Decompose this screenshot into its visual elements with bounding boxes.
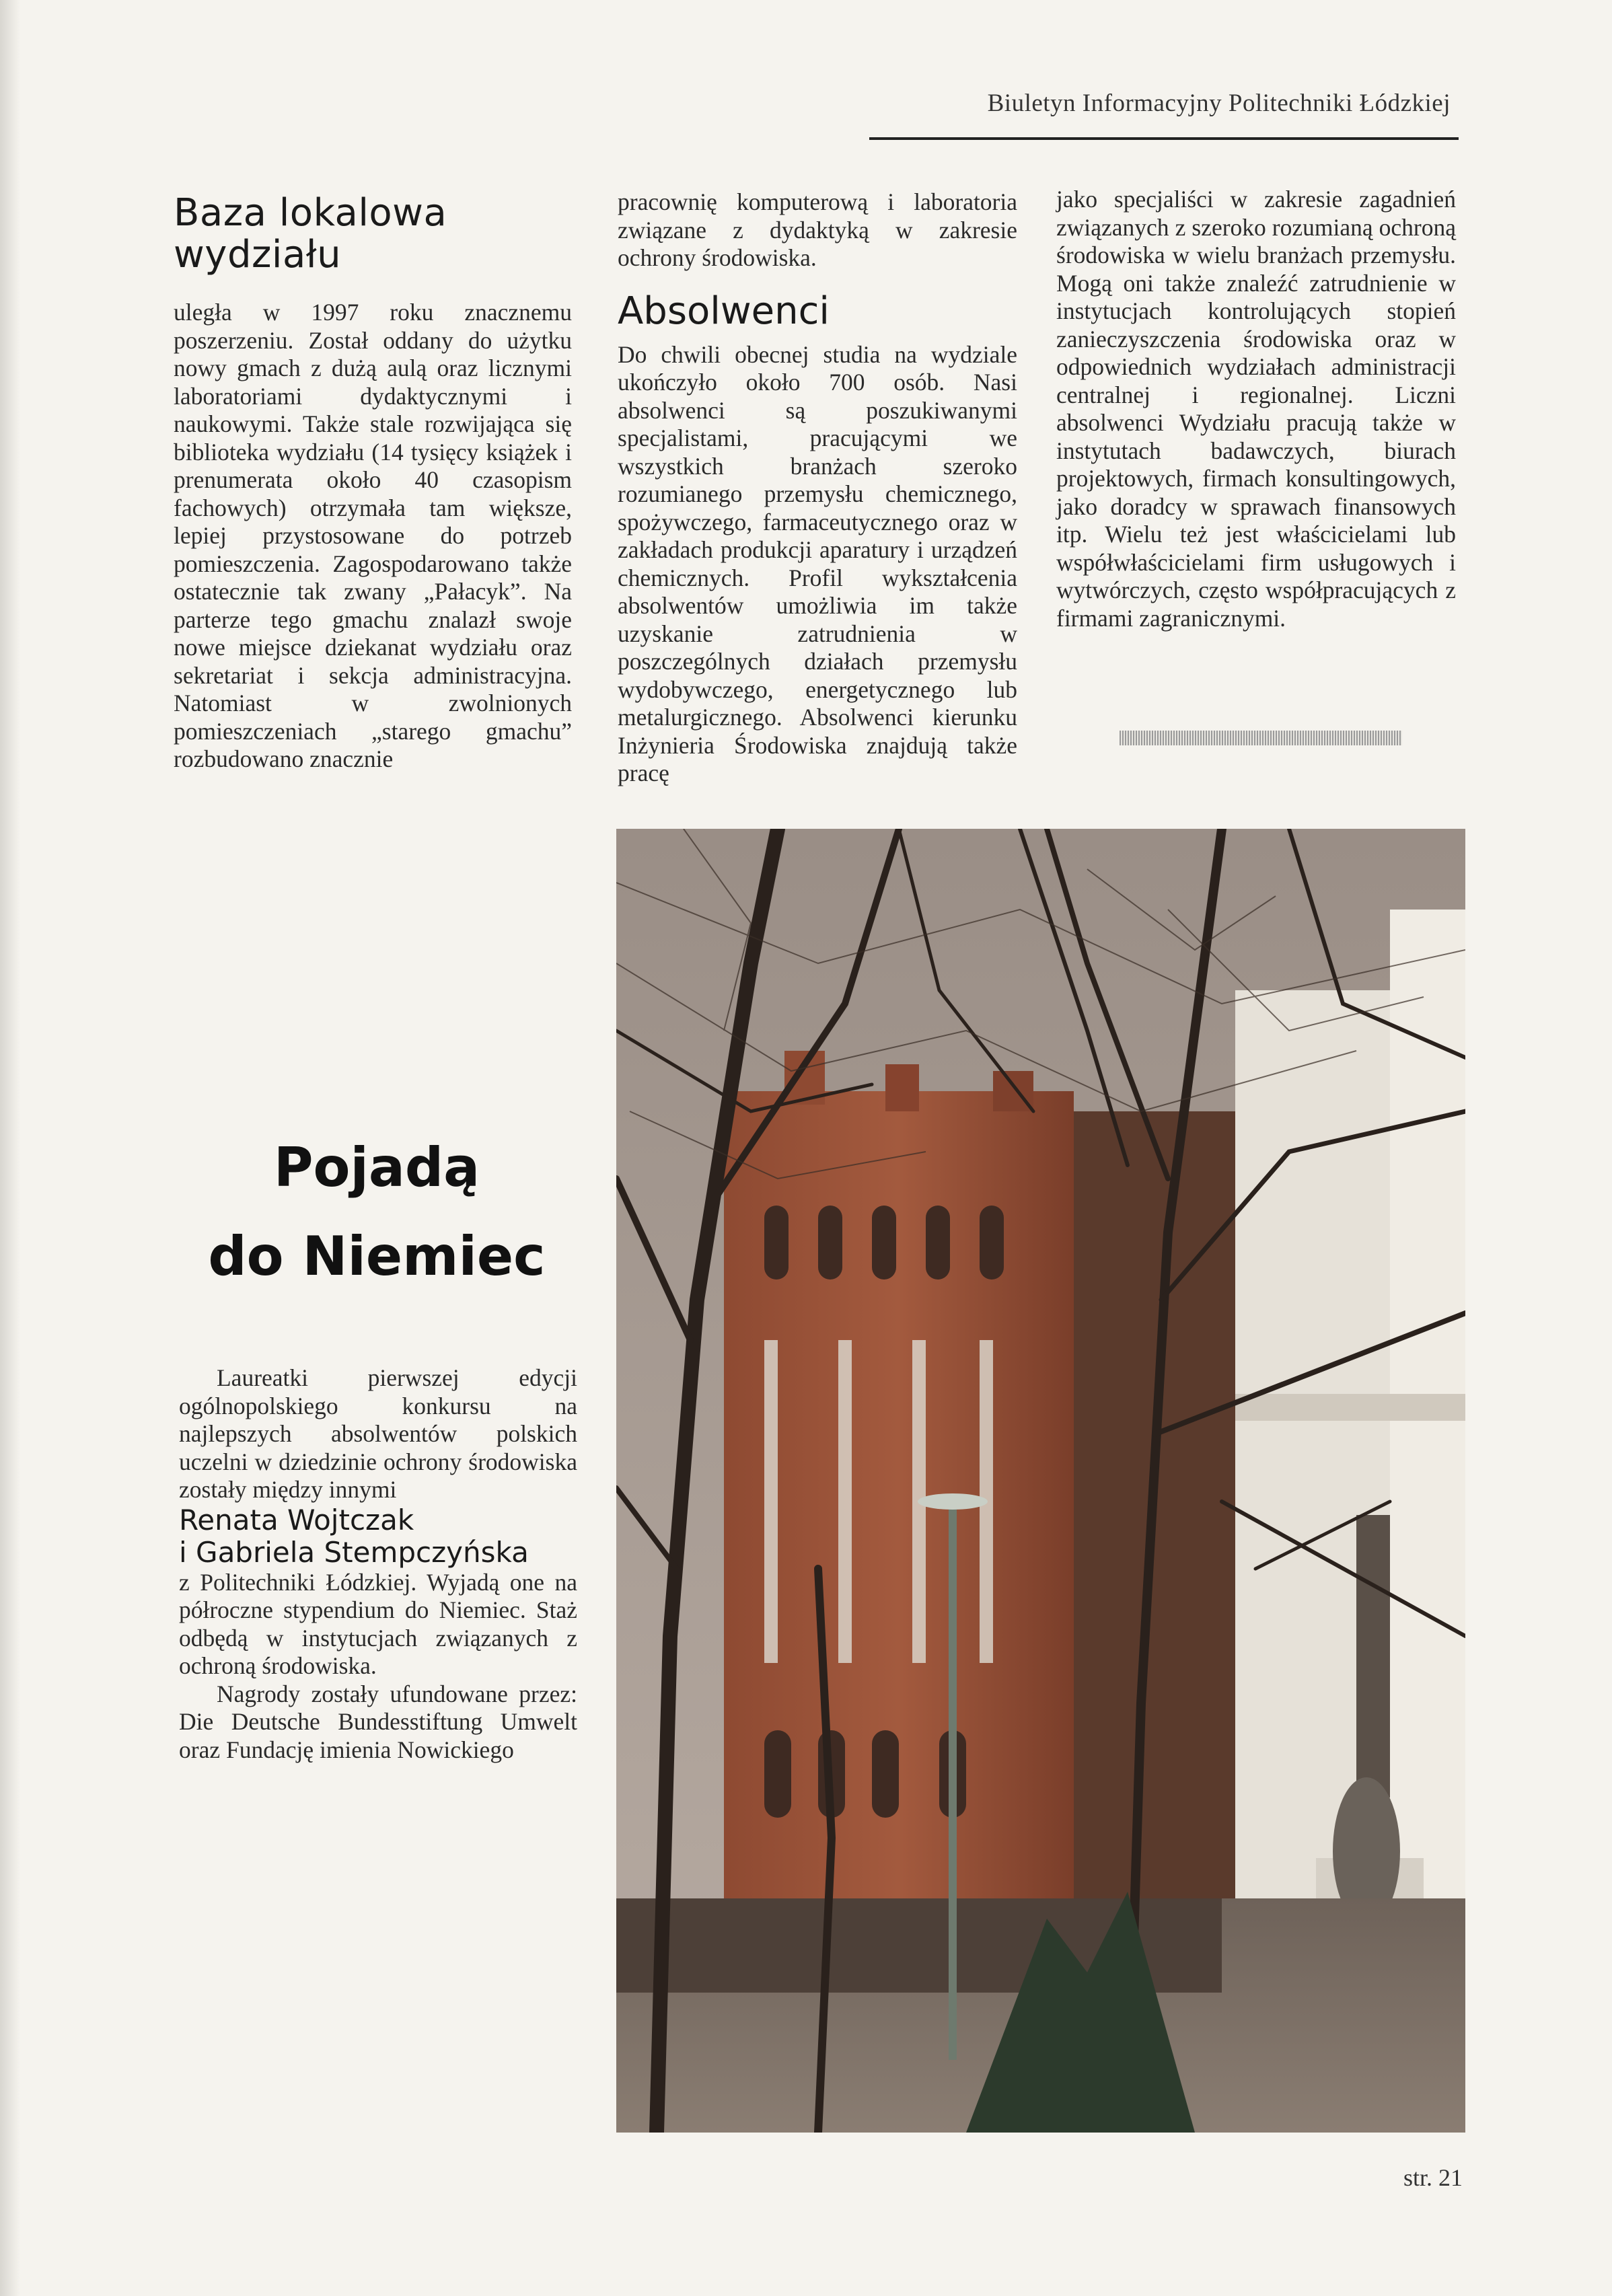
faculty-building-illustration <box>616 829 1465 2133</box>
absolwenci-paragraph: Do chwili obecnej studia na wydziale ukończyło około 700 osób. Nasi absolwenci są poszukiwanymi specjalistami, pracującymi we wszystkich branżach szeroko rozumianego przemysłu chemicznego, spożywczego, farmaceutycznego oraz w zakładach produkcji aparatury i urządzeń chemicznych. Profil wykształcenia absolwentów umożliwia im także uzyskanie zatrudnienia w poszczególnych działach przemysłu wydobywczego, energetycznego lub metalurgicznego. Absolwenci kierunku Inżynieria Środowiska znajdują także pracę <box>618 340 1017 786</box>
pojada-body-2: Nagrody zostały ufundowane przez: Die Deutsche Bundesstiftung Umwelt oraz Fundację imienia Nowickiego <box>179 1680 577 1763</box>
column-2 <box>618 188 1017 788</box>
heading-baza-line2: wydziału <box>174 233 342 276</box>
column-3 <box>1056 186 1456 632</box>
heading-baza-line1: Baza lokalowa <box>174 191 447 235</box>
bulletin-header-title: Biuletyn Informacyjny Politechniki Łódzkiej <box>987 89 1451 117</box>
article-title-pojada <box>202 1123 552 1301</box>
absolwenci-paragraph-continued: jako specjaliści w zakresie zagadnień związanych z szeroko rozumianą ochroną środowiska w wielu branżach przemysłu. Mogą oni także znaleźć zatrudnienie w instytucjach kontrolujących stopień zanieczyszczenia środowiska oraz w odpowiednich wydziałach administracji centralnej i regionalnej. Liczni absolwenci Wydziału pracują także w instytutach badawczych, biurach projektowych, firmach konsultingowych, jako doradcy w sprawach finansowych itp. Wielu też jest właścicielami lub współwłaścicielami firm usługowych i wytwórczych, często współpracujących z firmami zagranicznymi. <box>1056 186 1456 632</box>
heading-absolwenci: Absolwenci <box>618 289 830 333</box>
baza-paragraph: uległa w 1997 roku znacznemu poszerzeniu. Został oddany do użytku nowy gmach z dużą aulą oraz licznymi laboratoriami dydaktycznymi i naukowymi. Także stale rozwijająca się biblioteka wydziału (14 tysięcy książek i prenumerata około 40 czasopism fachowych) otrzymała tam większe, lepiej przystosowane do potrzeb pomieszczenia. Zagospodarowano także ostatecznie tak zwany „Pałacyk”. Na parterze tego gmachu znalazł swoje nowe miejsce dziekanat wydziału oraz sekretariat i sekcja administracyjna. Natomiast w zwolnionych pomieszczeniach „starego gmachu” rozbudowano znacznie <box>174 299 572 772</box>
header-rule <box>869 137 1459 140</box>
page-edge-shadow <box>0 0 20 2296</box>
pojada-body-1: z Politechniki Łódzkiej. Wyjadą one na półroczne stypendium do Niemiec. Staż odbędą w instytucjach związanych z ochroną środowiska. <box>179 1568 577 1679</box>
page-number: str. 21 <box>1403 2164 1463 2191</box>
article-pojada-body <box>179 1364 577 1764</box>
heading-baza-lokalowa <box>174 192 572 276</box>
section-separator <box>1120 731 1402 745</box>
column-1 <box>174 192 572 774</box>
article-title-line2: do Niemiec <box>208 1225 546 1288</box>
laureate-name-2: i Gabriela Stempczyńska <box>179 1535 529 1569</box>
faculty-building-photo <box>616 829 1465 2133</box>
pojada-intro: Laureatki pierwszej edycji ogólnopolskiego konkursu na najlepszych absolwentów polskich uczelni w dziedzinie ochrony środowiska zostały między innymi <box>179 1364 577 1503</box>
laureate-name-1: Renata Wojtczak <box>179 1503 414 1536</box>
baza-paragraph-continued: pracownię komputerową i laboratoria związane z dydaktyką w zakresie ochrony środowiska. <box>618 188 1017 271</box>
article-title-line1: Pojadą <box>273 1136 480 1199</box>
